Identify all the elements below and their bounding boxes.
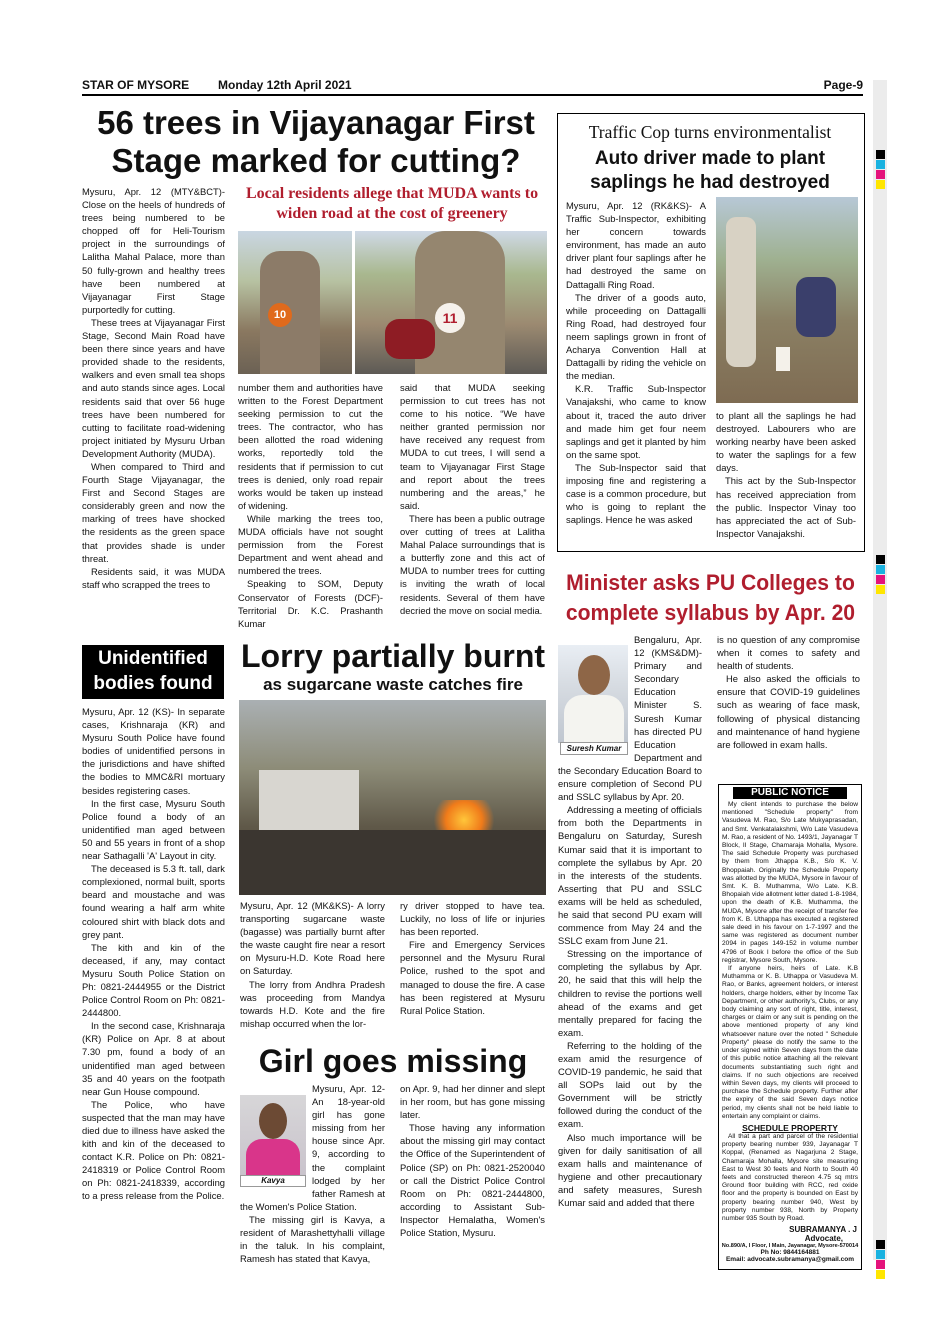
notice-email: Email: advocate.subramanya@gmail.com: [725, 1256, 855, 1264]
paragraph: The deceased is 5.3 ft. tall, dark complexioned, normal built, sports beard and moustache and was found wearing a half arm white coloured shirt with black dots and grey pant.: [82, 863, 225, 940]
trees-column-3: [400, 381, 545, 617]
girl-headline: Girl goes missing: [258, 1043, 528, 1079]
public-notice-box: [718, 784, 862, 1270]
paragraph: Mysuru, Apr. 12- An 18-year-old girl has gone missing from her house since Apr. 9, according to the complaint lodged by her father Ramesh at the Women's Police Station.: [240, 1083, 385, 1212]
paragraph: The Police, who have suspected that the man may have died due to illness have asked the kith and kin of the deceased to contact K.R. Police on Ph: 0821-2418319 or Police Control Room on Ph: 0821-2418339, according to a press release from the Police.: [82, 1098, 225, 1202]
lorry-column-2: [400, 899, 545, 1017]
paragraph: He also asked the officials to ensure that COVID-19 guidelines such as wearing of face mask, following of physical distancing and maintenance of hand hygiene are followed in exam halls.: [717, 673, 860, 750]
paragraph: Mysuru, Apr. 12 (KS)- In separate cases, Krishnaraja (KR) and Mysuru South Police have found bodies of unidentified persons in the jurisdictions and have shifted the bodies to MMC&RI mortuary besides registering cases.: [82, 706, 225, 796]
lorry-column-1: [240, 899, 385, 1030]
color-swatch-magenta: [876, 575, 885, 584]
girl-column-1: [240, 1082, 385, 1265]
traffic-kicker: Traffic Cop turns environmentalist: [588, 122, 832, 142]
paragraph: Addressing a meeting of officials from both the Departments in Bengaluru on Saturday, Suresh Kumar said that it is important to complete the syllabus by Apr. 20 in the interests of the students. Asserting that PU and SSLC exams will be held as scheduled, he said that second PU exam will commence from May 24 and the SSLC exam from June 21.: [558, 804, 702, 947]
traffic-column-1: [566, 199, 706, 526]
newspaper-name: STAR OF MYSORE: [82, 78, 190, 92]
color-swatch-yellow: [876, 585, 885, 594]
bodies-headline: Unidentified bodies found: [82, 645, 224, 699]
paragraph: Mysuru, Apr. 12 (MTY&BCT)- Close on the heels of hundreds of trees being numbered to be chopped off for Heli-Tourism project in the surroundings of Lalitha Mahal Palace, more than 50 fully-grown and healthy trees have been numbered at Vijayanagar First Stage purportedly for cutting.: [82, 186, 225, 315]
paragraph: While marking the trees too, MUDA officials have not sought permission from the Forest Department and went ahead and numbered the trees.: [238, 512, 383, 577]
paragraph: This act by the Sub-Inspector has received appreciation from the public. Inspector Vinay too has appreciated the act of Sub-Inspector Vanajakshi.: [716, 475, 856, 539]
motorbike: [385, 319, 435, 359]
trees-photo-right: [355, 231, 547, 374]
schedule-body: [719, 1133, 861, 1223]
lorry-fire-photo: [239, 700, 546, 895]
paragraph: said that MUDA seeking permission to cut trees has not come to his notice. “We have neither granted permission nor have received any request from MUDA to cut trees, I will send a team to Vijayanagar First Stage and report about the trees numbering and the areas,” he said.: [400, 382, 545, 511]
paragraph: The lorry from Andhra Pradesh was proceeding from Mandya towards H.D. Kote and the fire mishap occurred when the lor-: [240, 978, 385, 1029]
notice-paragraph: If anyone heirs, heirs of Late. K.B Muthamma or K. B. Uthappa or Vasudeva M. Rao, or Banks, agreement holders, or interest holders, charge holders, either by Income Tax Department, or other authority's, Clubs, or any body claiming any sort of right, title, interest, charges or claim or any suit is pending on the above mentioned property of any kind whatsoever nature over the noted " Schedule Property" please do notify the same to the under signed within Seven days from the date of this public notice attaching all the relevant documents substantiating such right and claims. If no such objections are received within Seven days, my clients will proceed to purchase the Schedule property. Further after the expiry of the said Seven days notice period, my clients shall not be held liable to entertain any complaint or claims.: [722, 965, 858, 1120]
paragraph: In the first case, Mysuru South Police found a body of an unidentified man aged between 50 and 55 years in front of a shop near Sathagalli 'A' Layout in city.: [82, 797, 225, 862]
policewoman-figure: [726, 217, 756, 367]
notice-body: [719, 801, 861, 1121]
traffic-headline: Auto driver made to plant saplings he had destroyed: [590, 148, 830, 193]
driver-figure: [796, 277, 836, 337]
tree-number-tag: 11: [435, 303, 465, 333]
minister-photo-caption: Suresh Kumar: [560, 742, 628, 755]
notice-signer: SUBRAMANYA . J: [789, 1225, 857, 1235]
issue-date: Monday 12th April 2021: [218, 78, 352, 92]
paragraph: Mysuru, Apr. 12 (RK&KS)- A Traffic Sub-Inspector, exhibiting her concern towards environment, has made an auto driver plant four saplings after he had destroyed the same on Dattagalli Ring Road.: [566, 200, 706, 290]
schedule-title: SCHEDULE PROPERTY: [742, 1122, 838, 1133]
tree-number-tag: 10: [268, 303, 292, 327]
minister-column-2: [717, 633, 860, 751]
traffic-photo: [716, 197, 858, 403]
paragraph: The kith and kin of the deceased, if any, may contact Mysuru South Police Station on Ph: 0821-2444955 or the District Police Control Room on Ph: 0821-2444800.: [82, 941, 225, 1019]
paragraph: on Apr. 9, had her dinner and slept in her room, but has gone missing later.: [400, 1083, 545, 1121]
notice-signer-role: Advocate,: [804, 1234, 843, 1244]
paragraph: Also much importance will be given for daily sanitisation of all exam halls and maintenance of hygiene and other precautionary and safety measures, Suresh Kumar said and added that there: [558, 1131, 702, 1209]
color-swatch-cyan: [876, 1250, 885, 1259]
paragraph: K.R. Traffic Sub-Inspector Vanajakshi, who came to know about it, traced the auto driver and made him get four neem saplings and get it planted by him on the same spot.: [566, 383, 706, 460]
paragraph: Fire and Emergency Services personnel and the Mysuru Rural Police, rushed to the spot and managed to douse the fire. A case has been registered at Mysuru Rural Police Station.: [400, 939, 545, 1016]
schedule-paragraph: All that a part and parcel of the residential property bearing number 939, Jayanagar T Koppal, (Renamed as Nagarjuna 2 Stage, Chamaraja Mohalla, Mysore site measuring East to West 30 feets and North to South 40 feets and constructed thereon 4.75 sq mtrs Ground floor building with RCC, red oxide floor and the property is bounded on East by property bearing number 940, West by property number 938, North by Property number 935 South by Road.: [722, 1132, 858, 1222]
trees-photo-left: [238, 231, 352, 374]
color-swatch-cyan: [876, 160, 885, 169]
registration-strip: [873, 80, 887, 1260]
paragraph: Referring to the holding of the exam amid the resurgence of COVID-19 pandemic, he said that all SOPs laid out by the Government will be strictly followed during the conduct of the exam.: [558, 1039, 702, 1130]
paragraph: Speaking to SOM, Deputy Conservator of Forests (DCF)-Territorial Dr. K.C. Prashanth Kumar: [238, 578, 383, 629]
paragraph: The driver of a goods auto, while proceeding on Dattagalli Ring Road, had destroyed four neem saplings grown in front of Acharya Convention Hall at Dattagalli by riding the vehicle on the median.: [566, 291, 706, 382]
girl-photo-caption: Kavya: [240, 1175, 306, 1187]
notice-phone: Ph No: 9844164881: [760, 1249, 820, 1257]
color-swatch-yellow: [876, 180, 885, 189]
paragraph: Those having any information about the missing girl may contact the Office of the Superintendent of Police (SP) on Ph: 0821-2520040 or call the District Police Control Room on Ph: 0821-2444800, according to Assistant Sub-Inspector Hemalatha, Women's Police Station, Mysuru.: [400, 1122, 545, 1239]
paragraph: to plant all the saplings he had destroyed. Labourers who are working nearby have been asked to water the saplings for a few days.: [716, 410, 856, 474]
building: [259, 770, 359, 830]
paragraph: The missing girl is Kavya, a resident of Marashettyhalli village in the taluk. In his complaint, Ramesh has stated that Kavya,: [240, 1213, 385, 1265]
notice-title: PUBLIC NOTICE: [733, 787, 847, 799]
color-swatch-magenta: [876, 170, 885, 179]
crowd: [239, 830, 546, 895]
page-number: Page-9: [823, 78, 863, 92]
paragraph: When compared to Third and Fourth Stage Vijayanagar, the First and Second Stages are considerably green and now the marking of trees have shocked the residents as the green space that provides shade is under threat.: [82, 460, 225, 564]
notice-address: No.890/A, I Floor, I Main, Jayanagar, Mysore-570014: [721, 1243, 859, 1250]
photo-spacer: [558, 633, 630, 757]
color-swatch-magenta: [876, 1260, 885, 1269]
traffic-column-2: [716, 409, 856, 540]
bodies-column: [82, 705, 225, 1203]
paragraph: Stressing on the importance of completing the syllabus by Apr. 20, he said that this will help the children to revise the portions well ahead of the exams and get mentally prepared for facing the exam.: [558, 948, 702, 1038]
minister-column-1: [558, 633, 702, 1209]
paragraph: number them and authorities have written to the Forest Department seeking permission to cut the trees. The contractor, who has been allotted the road widening works, reportedly told the residents that if permission to cut trees is denied, only road repair works would be taken up instead of widening.: [238, 382, 383, 511]
paragraph: Residents said, it was MUDA staff who scrapped the trees to: [82, 565, 225, 590]
paragraph: is no question of any compromise when it comes to safety and health of students.: [717, 634, 860, 672]
paragraph: The Sub-Inspector said that imposing fine and registering a case is a common procedure, but who is going to replant the saplings. Hence he was asked: [566, 461, 706, 526]
trees-subhead: Local residents allege that MUDA wants to widen road at the cost of greenery: [245, 185, 539, 222]
sapling-pot: [776, 347, 790, 371]
lorry-headline: Lorry partially burnt: [240, 638, 546, 674]
paragraph: ry driver stopped to have tea. Luckily, no loss of life or injuries has been reported.: [400, 900, 545, 938]
page-header: [82, 78, 863, 96]
notice-paragraph: My client intends to purchase the below mentioned "Schedule property" from Vasudeva M. Rao, S/o Late Mukyaprasadan, and Smt. Venkatalakshmi, W/o Late Vasudeva M. Rao, a resident of No. 1493/1, Jayanagar T Block, II Stage, Chamaraja Mohalla, Mysore. The said Schedule Property was purchased by them from Jthappa K.B., S/o K. V. Bhoppaiah. Originally the Schedule Property was allotted by the MUDA, Mysore in favour of Smt. K. B. Muthamma, W/o Late. K.B. Bhopaiah vide allotment letter dated 1-8-1984, upon the death of K.B. Muthamma, the MUDA, Mysore after the receipt of transfer fee from K. B. Uthappa has executed a registered sale deed in his favour on 1-7-1997 and the same was registered as document number 2094 in pages 149-152 in volume number 4796 of Book I before the office of the Sub registrar, Mysore South, Mysore.: [722, 801, 858, 964]
paragraph: These trees at Vijayanagar First Stage, Second Main Road have been there since years and have provided shade to the residents, walkers and even small tea shops and auto stands since ages. Local residents said that over 56 huge trees have been numbered for cutting to facilitate road-widening project initiated by Mysuru Urban Development Authority (MUDA).: [82, 316, 225, 459]
paragraph: Mysuru, Apr. 12 (MK&KS)- A lorry transporting sugarcane waste (bagasse) was partially burnt after the waste caught fire near a resort on Mysuru-H.D. Kote Road here on Saturday.: [240, 900, 385, 977]
paragraph: Bengaluru, Apr. 12 (KMS&DM)- Primary and Secondary Education Minister S. Suresh Kumar has directed PU Education Department and the Secondary Education Board to ensure completion of Second PU and SSLC syllabus by Apr. 20.: [558, 634, 702, 803]
photo-spacer: [240, 1082, 308, 1188]
trees-column-2: [238, 381, 383, 630]
color-swatch-yellow: [876, 1270, 885, 1279]
color-swatch-cyan: [876, 565, 885, 574]
trees-headline: 56 trees in Vijayanagar First Stage marked for cutting?: [97, 104, 535, 179]
trees-column-1: [82, 185, 225, 591]
girl-column-2: [400, 1082, 545, 1239]
paragraph: In the second case, Krishnaraja (KR) Police on Apr. 8 at about 7.30 pm, found a body of an unidentified man aged between 35 and 40 years on the footpath near Gun House compound.: [82, 1020, 225, 1097]
color-swatch-black: [876, 1240, 885, 1249]
lorry-subhead: as sugarcane waste catches fire: [263, 675, 523, 694]
color-swatch-black: [876, 555, 885, 564]
color-swatch-black: [876, 150, 885, 159]
minister-headline: Minister asks PU Colleges to complete syllabus by Apr. 20: [565, 570, 856, 625]
paragraph: There has been a public outrage over cutting of trees at Lalitha Mahal Palace surroundings that is a butterfly zone and this act of MUDA to number trees for cutting is inviting the wrath of local residents. Several of them have decried the move on social media.: [400, 512, 545, 616]
